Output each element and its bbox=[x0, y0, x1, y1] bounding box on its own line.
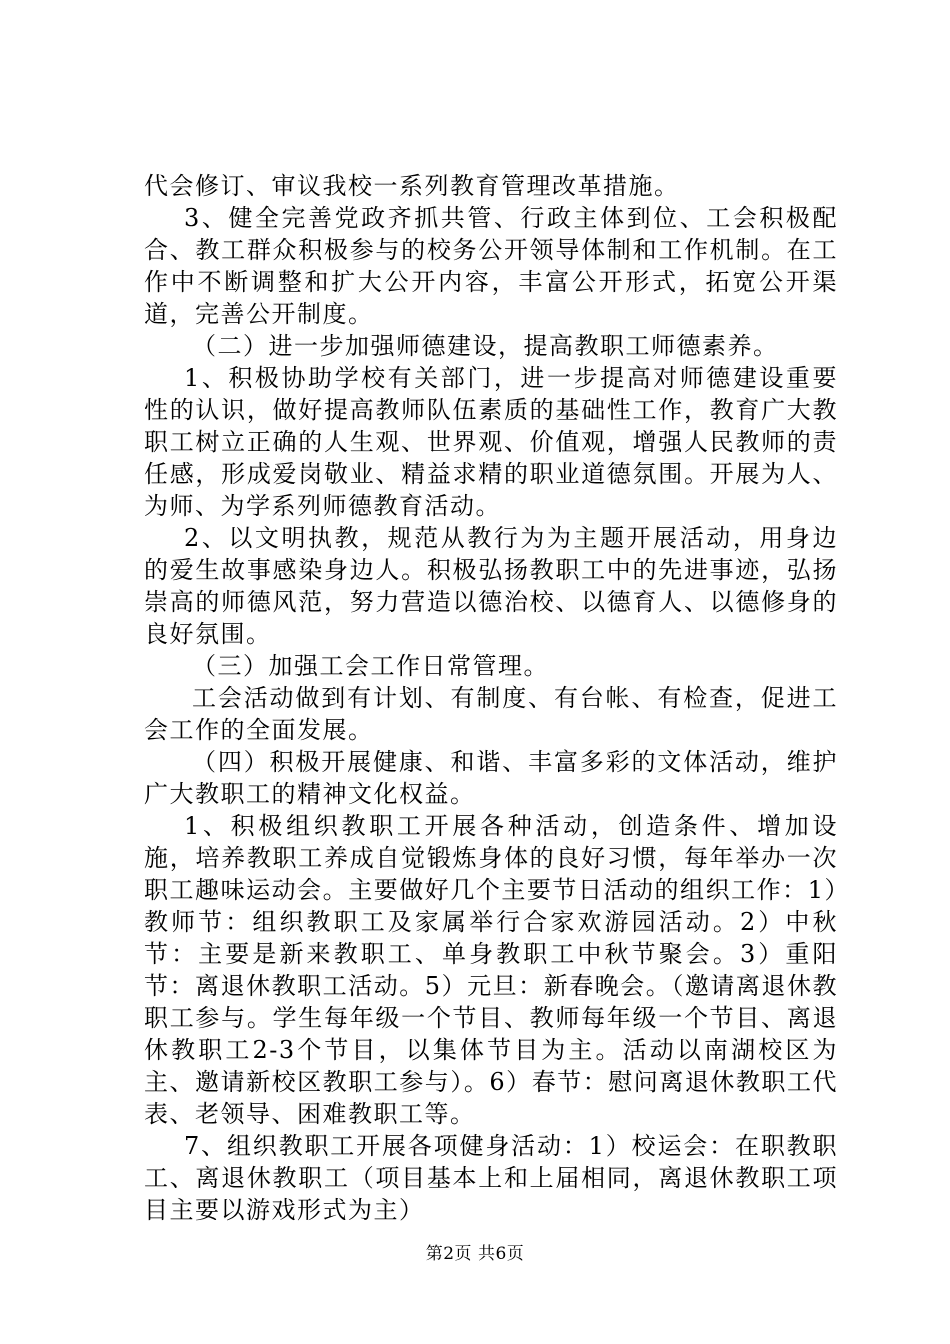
paragraph: 代会修订、审议我校一系列教育管理改革措施。 bbox=[144, 172, 680, 200]
section-heading: （三）加强工会工作日常管理。 bbox=[192, 652, 549, 680]
paragraph: 1、积极组织教职工开展各种活动，创造条件、增加设施，培养教职工养成自觉锻炼身体的良好习惯，每年举办一次职工趣味运动会。主要做好几个主要节日活动的组织工作：1）教师节：组织教职工及家属举行合家欢游园活动。2）中秋节：主要是新来教职工、单身教职工中秋节聚会。3）重阳节：离退休教职工活动。5）元旦：新春晚会。（邀请离退休教职工参与。学生每年级一个节目、教师每年级一个节目、离退休教职工2-3个节目，以集体节目为主。活动以南湖校区为主、邀请新校区教职工参与）。6）春节：慰问离退休教职工代表、老领导、困难教职工等。 bbox=[144, 812, 838, 1128]
paragraph: 3、健全完善党政齐抓共管、行政主体到位、工会积极配合、教工群众积极参与的校务公开领导体制和工作机制。在工作中不断调整和扩大公开内容，丰富公开形式，拓宽公开渠道，完善公开制度。 bbox=[144, 204, 838, 328]
section-heading: （四）积极开展健康、和谐、丰富多彩的文体活动，维护广大教职工的精神文化权益。 bbox=[144, 748, 838, 808]
document-body bbox=[144, 170, 838, 1226]
page-number-label: 第2页 共6页 bbox=[425, 1244, 525, 1264]
paragraph: 工会活动做到有计划、有制度、有台帐、有检查，促进工会工作的全面发展。 bbox=[144, 684, 838, 744]
paragraph: 2、以文明执教，规范从教行为为主题开展活动，用身边的爱生故事感染身边人。积极弘扬教职工中的先进事迹，弘扬崇高的师德风范，努力营造以德治校、以德育人、以德修身的良好氛围。 bbox=[144, 524, 838, 648]
section-heading: （二）进一步加强师德建设，提高教职工师德素养。 bbox=[192, 332, 779, 360]
paragraph: 7、组织教职工开展各项健身活动：1）校运会：在职教职工、离退休教职工（项目基本上和上届相同，离退休教职工项目主要以游戏形式为主） bbox=[144, 1132, 838, 1224]
page-footer bbox=[0, 1243, 950, 1265]
paragraph: 1、积极协助学校有关部门，进一步提高对师德建设重要性的认识，做好提高教师队伍素质的基础性工作，教育广大教职工树立正确的人生观、世界观、价值观，增强人民教师的责任感，形成爱岗敬业、精益求精的职业道德氛围。开展为人、为师、为学系列师德教育活动。 bbox=[144, 364, 838, 520]
